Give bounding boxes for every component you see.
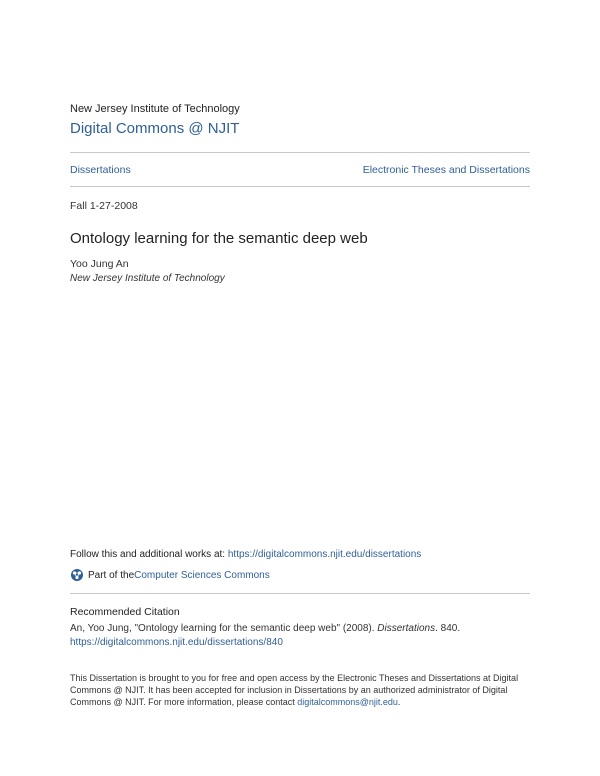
- divider-citation: [70, 593, 530, 594]
- disclaimer-end: .: [397, 697, 401, 707]
- dissertations-link[interactable]: Dissertations: [70, 164, 131, 176]
- repository-name[interactable]: Digital Commons @ NJIT: [70, 120, 240, 137]
- author-affiliation: New Jersey Institute of Technology: [70, 273, 225, 284]
- divider-top: [70, 152, 530, 153]
- network-icon: [70, 568, 84, 582]
- citation-series: Dissertations: [377, 623, 436, 634]
- part-of-line: [70, 568, 270, 582]
- computer-sciences-commons-link[interactable]: Computer Sciences Commons: [134, 569, 270, 581]
- citation-url-link[interactable]: https://digitalcommons.njit.edu/dissertations/840: [70, 637, 283, 648]
- citation-number: . 840.: [435, 623, 461, 634]
- divider-nav: [70, 186, 530, 187]
- publication-date: Fall 1-27-2008: [70, 200, 138, 212]
- citation-body: An, Yoo Jung, "Ontology learning for the semantic deep web" (2008).: [70, 623, 378, 634]
- contact-email-link[interactable]: digitalcommons@njit.edu: [297, 697, 398, 707]
- disclaimer: [70, 672, 530, 708]
- citation-heading: Recommended Citation: [70, 606, 180, 618]
- follow-line: [70, 549, 421, 560]
- etd-link[interactable]: Electronic Theses and Dissertations: [362, 164, 530, 176]
- institution-name: New Jersey Institute of Technology: [70, 103, 240, 115]
- disclaimer-text: This Dissertation is brought to you for free and open access by the Electronic Theses and Dissertations at Digital Commons @ NJIT. It has been accepted for inclusion in Dissertations by an authorized administrator of Digital Commons @ NJIT. For more information, please contact: [70, 673, 519, 707]
- document-title: Ontology learning for the semantic deep web: [70, 230, 368, 247]
- citation-text: [70, 622, 530, 650]
- part-of-prefix: Part of the: [88, 569, 135, 581]
- follow-prefix: Follow this and additional works at:: [70, 549, 228, 560]
- author-name: Yoo Jung An: [70, 258, 129, 270]
- follow-url-link[interactable]: https://digitalcommons.njit.edu/dissertations: [227, 549, 422, 560]
